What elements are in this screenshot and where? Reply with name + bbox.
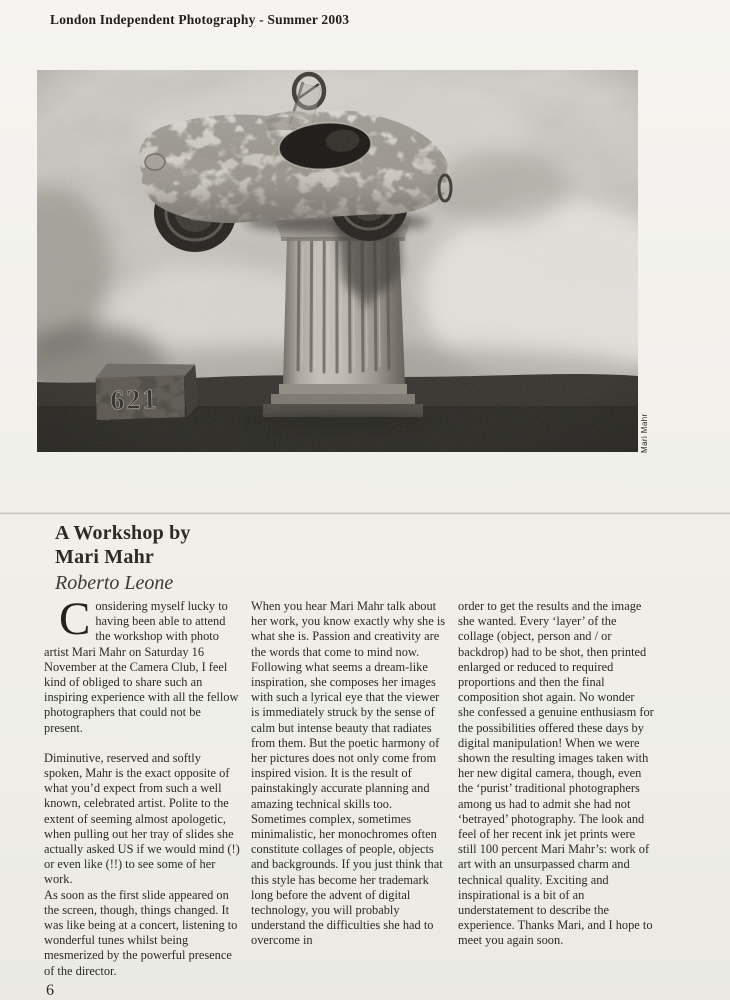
paragraph-text: onsidering myself lucky to having been able to attend the workshop with photo artist Mari Mahr on Saturday 16 November at the Camera Club, I feel kind of obliged to share such an inspiring experience with all the fellow photographers that could not be present. xyxy=(44,599,239,735)
article-byline: Roberto Leone xyxy=(55,572,174,594)
vignette-overlay xyxy=(37,70,638,452)
photo-credit: Mari Mahr xyxy=(640,413,649,453)
article-header xyxy=(55,521,191,595)
drop-cap: C xyxy=(59,593,91,645)
paragraph: Diminutive, reserved and softly spoken, Mahr is the exact opposite of what you’d expect from such a well known, celebrated artist. Polite to the extent of seeming almost apologetic, when pulling out her tray of slides she actually asked US if we would mind (!) or even like (!!) to see some of her work. xyxy=(44,750,240,887)
page-number: 6 xyxy=(46,982,54,999)
masthead-title: London Independent Photography - Summer 2003 xyxy=(50,12,350,27)
paragraph xyxy=(44,593,240,736)
paragraph: Following what seems a dream-like inspiration, she composes her images with such a lyrical eye that the viewer is immediately struck by the sense of calm but intense beauty that radiates from them. But the poetic harmony of her pictures does not only come from inspired vision. It is the result of painstakingly accurate planning and amazing technical skills too. Sometimes complex, sometimes minimalistic, her monochromes often constitute collages of people, objects and backgrounds. If you just think that this style has become her trademark long before the advent of digital technology, you will probably understand the difficulties she had to overcome in xyxy=(251,659,443,948)
fold-crease xyxy=(0,512,730,515)
column-2 xyxy=(251,599,447,979)
text-columns xyxy=(44,593,666,979)
column-3 xyxy=(458,599,654,979)
article-title-line2: Mari Mahr xyxy=(55,546,154,568)
paragraph: As soon as the first slide appeared on the screen, though, things changed. It was like being at a concert, listening to wonderful tunes whilst being mesmerized by the powerful presence of the director. xyxy=(44,887,238,978)
article-title-line1: A Workshop by xyxy=(55,522,191,544)
photo-illustration xyxy=(37,70,638,452)
paragraph: order to get the results and the image she wanted. Every ‘layer’ of the collage (object, person and / or backdrop) had to be shot, then printed enlarged or reduced to required proportions and then the final composition shot again. No wonder she confessed a genuine enthusiasm for the possibilities offered these days by digital manipulation! When we were shown the resulting images taken with her new digital camera, though, even the ‘purist’ traditional photographers among us had to admit she had not ‘betrayed’ photography. The look and feel of her recent ink jet prints were still 100 percent Mari Mahr’s: work of art with an unsurpassed charm and technical quality. Exciting and inspirational is a bit of an understatement to describe the experience. Thanks Mari, and I hope to meet you again soon. xyxy=(458,599,654,948)
photo-figure xyxy=(37,70,638,452)
column-1 xyxy=(44,593,240,979)
paragraph: When you hear Mari Mahr talk about her work, you know exactly why she is what she is. Passion and creativity are the words that come to mind now. xyxy=(251,599,446,659)
